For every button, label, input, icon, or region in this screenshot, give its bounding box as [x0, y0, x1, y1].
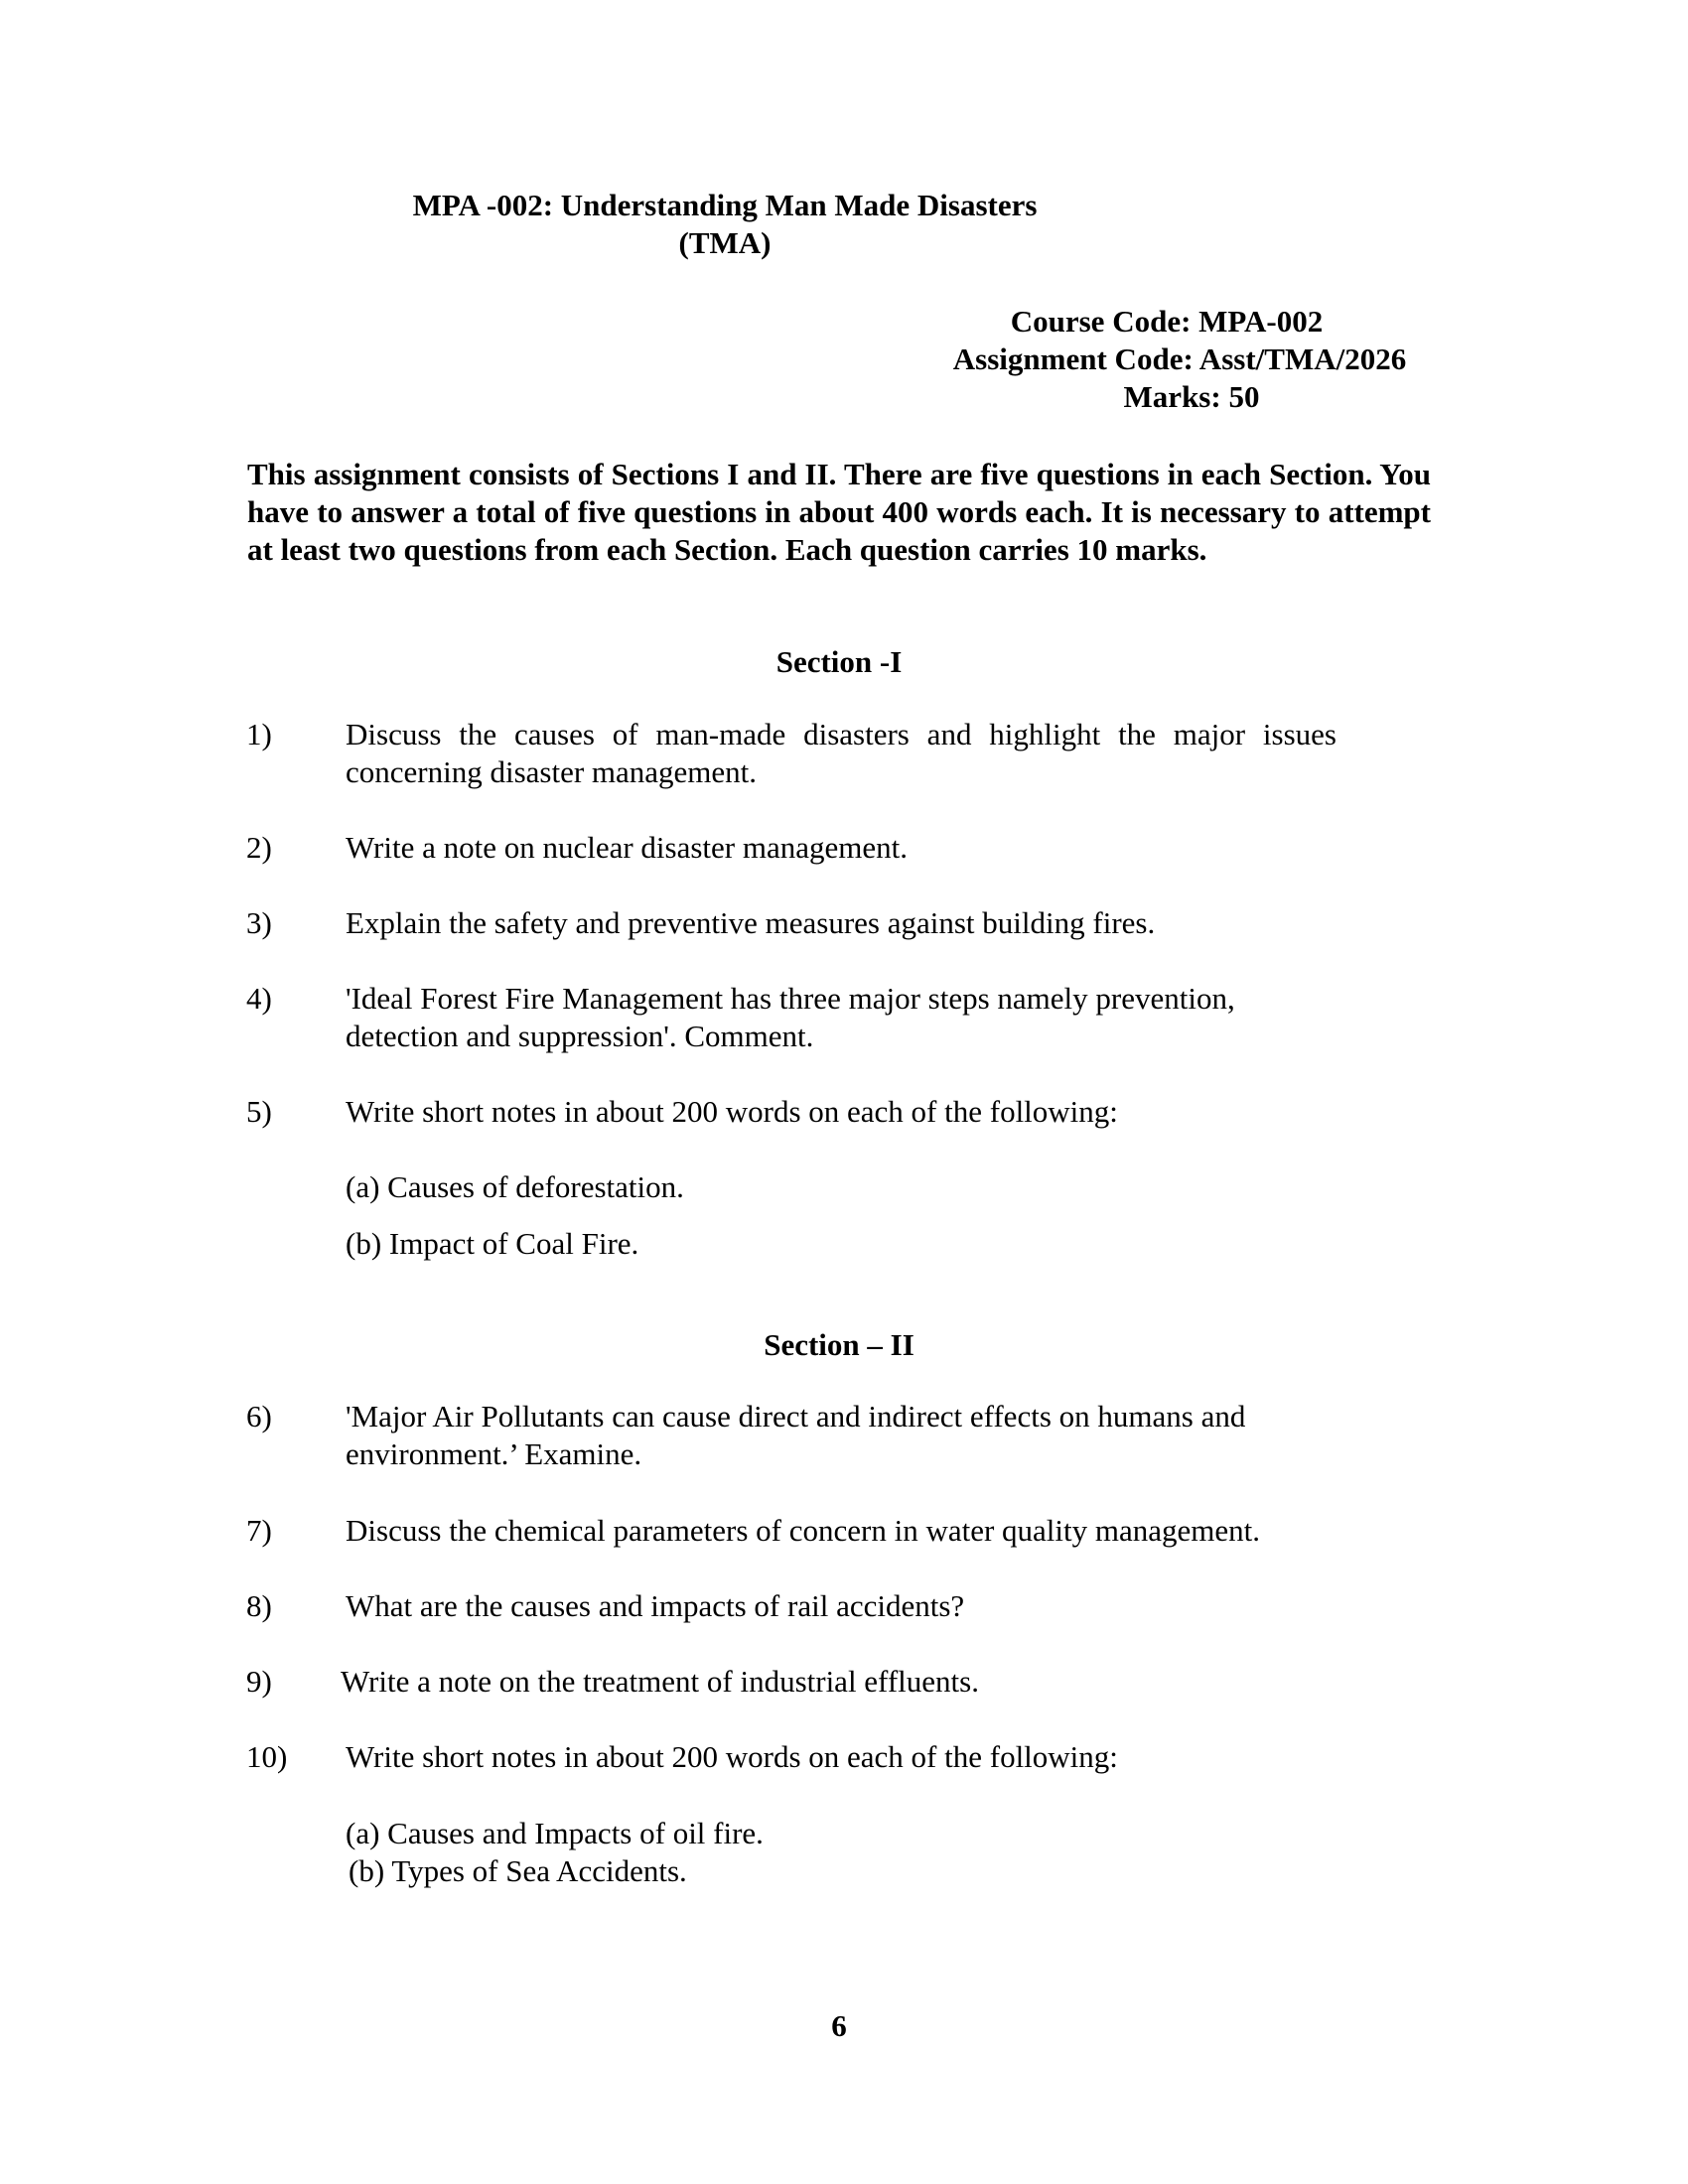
section-heading-2: Section – II	[764, 1327, 914, 1362]
question-number: 9)	[246, 1664, 272, 1699]
marks: Marks: 50	[1123, 379, 1260, 414]
question-text: Write a note on nuclear disaster management.	[346, 830, 908, 865]
page-number: 6	[831, 2008, 847, 2043]
question-number: 1)	[246, 717, 272, 751]
question-number: 3)	[246, 905, 272, 940]
question-subpart: (a) Causes of deforestation.	[346, 1169, 684, 1204]
question-number: 4)	[246, 981, 272, 1016]
question-number: 8)	[246, 1588, 272, 1623]
document-subtitle: (TMA)	[678, 225, 772, 260]
question-subpart: (b) Types of Sea Accidents.	[349, 1853, 687, 1888]
instructions-paragraph: This assignment consists of Sections I and II. There are five questions in each Section. You have to answer a total of five questions in about 400 words each. It is necessary to attempt at least two questions from each Section. Each question carries 10 marks.	[247, 457, 1431, 567]
question-number: 6)	[246, 1399, 272, 1433]
question-number: 2)	[246, 830, 272, 865]
question-text: Explain the safety and preventive measures against building fires.	[346, 905, 1156, 940]
question-text: 'Major Air Pollutants can cause direct and indirect effects on humans and environment.’ Examine.	[346, 1399, 1246, 1471]
question-text: Discuss the causes of man-made disasters and highlight the major issues concerning disaster management.	[346, 717, 1336, 789]
question-subpart: (a) Causes and Impacts of oil fire.	[346, 1816, 764, 1850]
question-text: What are the causes and impacts of rail accidents?	[346, 1588, 965, 1623]
document-title: MPA -002: Understanding Man Made Disasters	[412, 188, 1038, 222]
question-text: 'Ideal Forest Fire Management has three major steps namely prevention, detection and suppression'. Comment.	[346, 981, 1235, 1053]
section-heading-1: Section -I	[775, 644, 903, 679]
question-text: Write short notes in about 200 words on each of the following:	[346, 1094, 1118, 1129]
question-number: 7)	[246, 1513, 272, 1548]
assignment-code: Assignment Code: Asst/TMA/2026	[952, 341, 1407, 376]
question-subpart: (b) Impact of Coal Fire.	[346, 1226, 639, 1261]
course-code: Course Code: MPA-002	[1010, 304, 1324, 339]
question-text: Discuss the chemical parameters of concern in water quality management.	[346, 1513, 1261, 1548]
question-number: 10)	[246, 1739, 288, 1774]
question-number: 5)	[246, 1094, 272, 1129]
question-text: Write a note on the treatment of industrial effluents.	[341, 1664, 979, 1699]
question-text: Write short notes in about 200 words on each of the following:	[346, 1739, 1118, 1774]
